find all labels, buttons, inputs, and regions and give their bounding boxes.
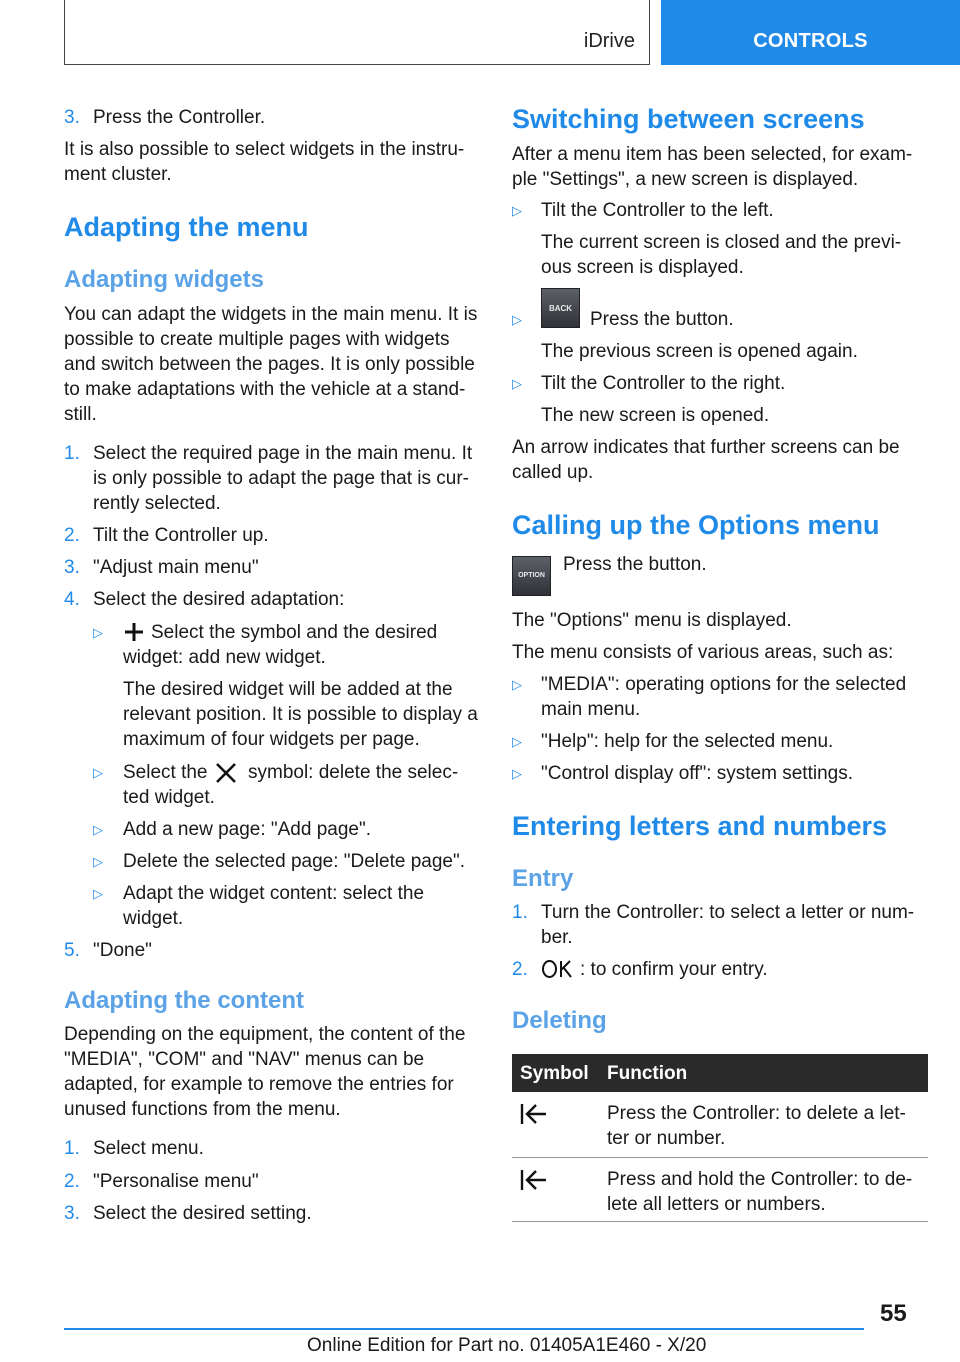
step-text: "Personalise menu" [93,1171,259,1192]
paragraph-line: ple "Settings", a new screen is displayed. [512,169,859,190]
table-header [512,1054,928,1092]
paragraph-line: The "Options" menu is displayed. [512,610,792,631]
paragraph-line: unused functions from the menu. [64,1099,341,1120]
bullet-text: ted widget. [123,787,215,808]
heading-deleting: Deleting [512,1007,607,1034]
bullet-triangle-icon: ▷ [512,203,522,218]
bullet-triangle-icon: ▷ [93,822,103,837]
table-cell-function: lete all letters or numbers. [607,1194,826,1215]
step-text: ber. [541,927,573,948]
heading-switching-screens: Switching between screens [512,104,865,134]
bullet-note: maximum of four widgets per page. [123,729,420,750]
bullet-text: Select the [123,762,208,783]
header-chapter-tab [661,0,960,65]
step-number: 1. [64,1138,80,1159]
bullet-text: Tilt the Controller to the right. [541,373,786,394]
bullet-note: relevant position. It is possible to display a [123,704,478,725]
step-text: is only possible to adapt the page that is cur‐ [93,468,470,489]
bullet-text: "MEDIA": operating options for the selected [541,674,907,695]
step-text: Select the required page in the main menu. It [93,443,473,464]
back-button-label: BACK [548,304,573,313]
paragraph-line: and switch between the pages. It is only possible [64,354,475,375]
paragraph-line: called up. [512,462,594,483]
step-number: 1. [512,902,528,923]
paragraph-line: After a menu item has been selected, for exam‐ [512,144,913,165]
bullet-note: The previous screen is opened again. [541,341,858,362]
bullet-text: Tilt the Controller to the left. [541,200,774,221]
step-text: rently selected. [93,493,221,514]
paragraph-line: The menu consists of various areas, such as: [512,642,894,663]
table-header-symbol: Symbol [520,1063,589,1084]
paragraph-line: Press the button. [563,554,707,575]
bullet-note: ous screen is displayed. [541,257,744,278]
bullet-note: The current screen is closed and the previ‐ [541,232,902,253]
ok-icon [541,959,573,979]
bullet-text: Press the button. [590,309,734,330]
heading-adapting-widgets: Adapting widgets [64,266,264,293]
table-header-function: Function [607,1063,688,1084]
bullet-text: Add a new page: "Add page". [123,819,372,840]
heading-entering-letters: Entering letters and numbers [512,811,888,841]
paragraph-line: ment cluster. [64,164,172,185]
header-chapter-title: CONTROLS [753,30,868,52]
paragraph-line: still. [64,404,97,425]
bullet-triangle-icon: ▷ [93,765,103,780]
step-text: : to confirm your entry. [580,959,768,980]
heading-adapting-menu: Adapting the menu [64,212,309,242]
paragraph-line: It is also possible to select widgets in the instru‐ [64,139,465,160]
step-text: Select menu. [93,1138,204,1159]
footer-divider [64,1328,864,1330]
close-icon [215,762,237,784]
bullet-triangle-icon: ▷ [512,734,522,749]
bullet-text: "Control display off": system settings. [541,763,853,784]
step-text: Tilt the Controller up. [93,525,269,546]
bullet-text: symbol: delete the selec‐ [248,762,459,783]
option-button-label: OPTION [518,572,545,579]
heading-entry: Entry [512,865,574,892]
paragraph-line: "MEDIA", "COM" and "NAV" menus can be [64,1049,425,1070]
step-number: 5. [64,940,80,961]
bullet-triangle-icon: ▷ [512,312,522,327]
bullet-triangle-icon: ▷ [93,854,103,869]
step-number: 3. [64,1203,80,1224]
bullet-text: widget. [123,908,184,929]
bullet-text: Adapt the widget content: select the [123,883,425,904]
step-text: Turn the Controller: to select a letter or num‐ [541,902,915,923]
delete-one-icon [519,1102,549,1126]
table-cell-function: Press and hold the Controller: to de‐ [607,1169,913,1190]
step-text: Select the desired adaptation: [93,589,345,610]
heading-adapting-content: Adapting the content [64,987,304,1014]
bullet-text: main menu. [541,699,641,720]
bullet-text: Select the symbol and the desired [151,622,438,643]
step-number: 1. [64,443,80,464]
page-number: 55 [880,1300,907,1327]
bullet-text: widget: add new widget. [123,647,326,668]
step-number: 2. [64,1171,80,1192]
bullet-text: Delete the selected page: "Delete page". [123,851,465,872]
step-text: "Done" [93,940,152,961]
step-number: 2. [64,525,80,546]
step-number: 3. [64,557,80,578]
paragraph-line: You can adapt the widgets in the main menu. It is [64,304,478,325]
bullet-triangle-icon: ▷ [512,766,522,781]
step-number: 3. [64,107,80,128]
bullet-triangle-icon: ▷ [512,677,522,692]
bullet-text: "Help": help for the selected menu. [541,731,834,752]
plus-icon [124,622,144,642]
paragraph-line: An arrow indicates that further screens can be [512,437,900,458]
option-button-image [512,556,551,596]
step-number: 2. [512,959,528,980]
step-text: Press the Controller. [93,107,266,128]
header-section-title: iDrive [583,30,635,52]
step-text: Select the desired setting. [93,1203,312,1224]
paragraph-line: possible to create multiple pages with widgets [64,329,450,350]
heading-options-menu: Calling up the Options menu [512,510,880,540]
header-section-box [64,0,650,65]
table-cell-function: ter or number. [607,1128,726,1149]
bullet-note: The desired widget will be added at the [123,679,453,700]
paragraph-line: Depending on the equipment, the content of the [64,1024,466,1045]
bullet-triangle-icon: ▷ [93,625,103,640]
bullet-triangle-icon: ▷ [93,886,103,901]
back-button-image [541,288,580,328]
paragraph-line: adapted, for example to remove the entries for [64,1074,454,1095]
bullet-triangle-icon: ▷ [512,376,522,391]
table-row [512,1092,928,1158]
step-number: 4. [64,589,80,610]
bullet-note: The new screen is opened. [541,405,770,426]
delete-all-icon [519,1168,549,1192]
paragraph-line: to make adaptations with the vehicle at a stand‐ [64,379,466,400]
step-text: "Adjust main menu" [93,557,259,578]
footer-edition: Online Edition for Part no. 01405A1E460 - X/20 [307,1335,707,1356]
table-cell-function: Press the Controller: to delete a let‐ [607,1103,906,1124]
deleting-table [512,1054,928,1222]
table-row [512,1158,928,1222]
